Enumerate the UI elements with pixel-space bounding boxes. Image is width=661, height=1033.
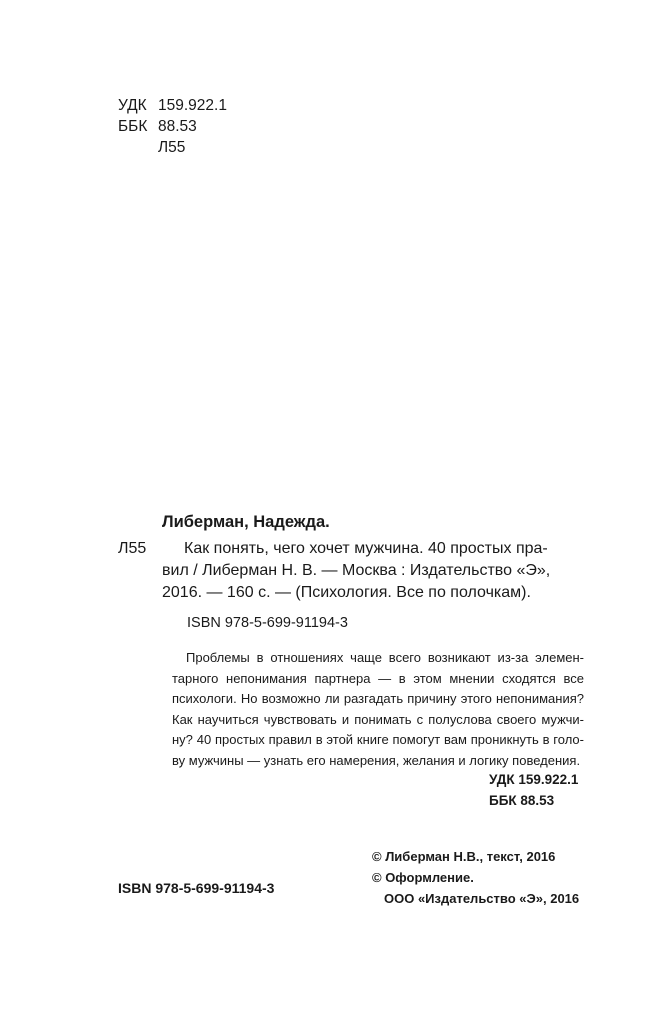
classification-block-top xyxy=(118,95,227,158)
copyright-line-2: © Оформление. xyxy=(372,870,474,885)
bbk-value: 88.53 xyxy=(158,118,197,135)
bbk-label: ББК xyxy=(118,118,148,135)
udk-label: УДК xyxy=(118,97,147,114)
author-heading: Либерман, Надежда. xyxy=(162,513,330,531)
copyright-line-1: © Либерман Н.В., текст, 2016 xyxy=(372,849,556,864)
annotation-line: тарного непонимания партнера — в этом мнении сходятся все xyxy=(172,670,584,686)
copyright-line-3: ООО «Издательство «Э», 2016 xyxy=(384,891,580,906)
udk-bottom: УДК 159.922.1 xyxy=(489,772,579,787)
annotation-line: ву мужчины — узнать его намерения, желания и логику поведения. xyxy=(172,752,581,768)
isbn-bottom: ISBN 978-5-699-91194-3 xyxy=(118,880,275,896)
bbk-bottom: ББК 88.53 xyxy=(489,793,555,808)
bib-line-3: 2016. — 160 с. — (Психология. Все по полочкам). xyxy=(162,584,531,601)
classification-block-bottom xyxy=(489,769,578,811)
bibliographic-description xyxy=(162,538,550,604)
udk-value: 159.922.1 xyxy=(158,97,227,114)
annotation-line: Проблемы в отношениях чаще всего возникают из-за элемен- xyxy=(186,650,584,665)
bib-line-1: Как понять, чего хочет мужчина. 40 простых пра- xyxy=(184,540,548,557)
udk-row xyxy=(118,95,227,116)
bib-line-2: вил / Либерман Н. В. — Москва : Издательство «Э», xyxy=(162,562,551,579)
bbk-row xyxy=(118,116,227,137)
annotation-line: психологи. Но возможно ли разгадать причину этого непонимания? xyxy=(172,691,584,706)
annotation xyxy=(172,648,584,771)
author-code-entry: Л55 xyxy=(118,540,147,557)
isbn-entry: ISBN 978-5-699-91194-3 xyxy=(187,615,348,631)
annotation-line: Как научиться чувствовать и понимать с полуслова своего мужчи- xyxy=(172,711,584,727)
copyright-block xyxy=(372,846,579,909)
author-code-top: Л55 xyxy=(158,139,186,156)
annotation-line: ну? 40 простых правил в этой книге помогут вам проникнуть в голо- xyxy=(172,732,584,747)
author-code-row xyxy=(118,137,227,158)
